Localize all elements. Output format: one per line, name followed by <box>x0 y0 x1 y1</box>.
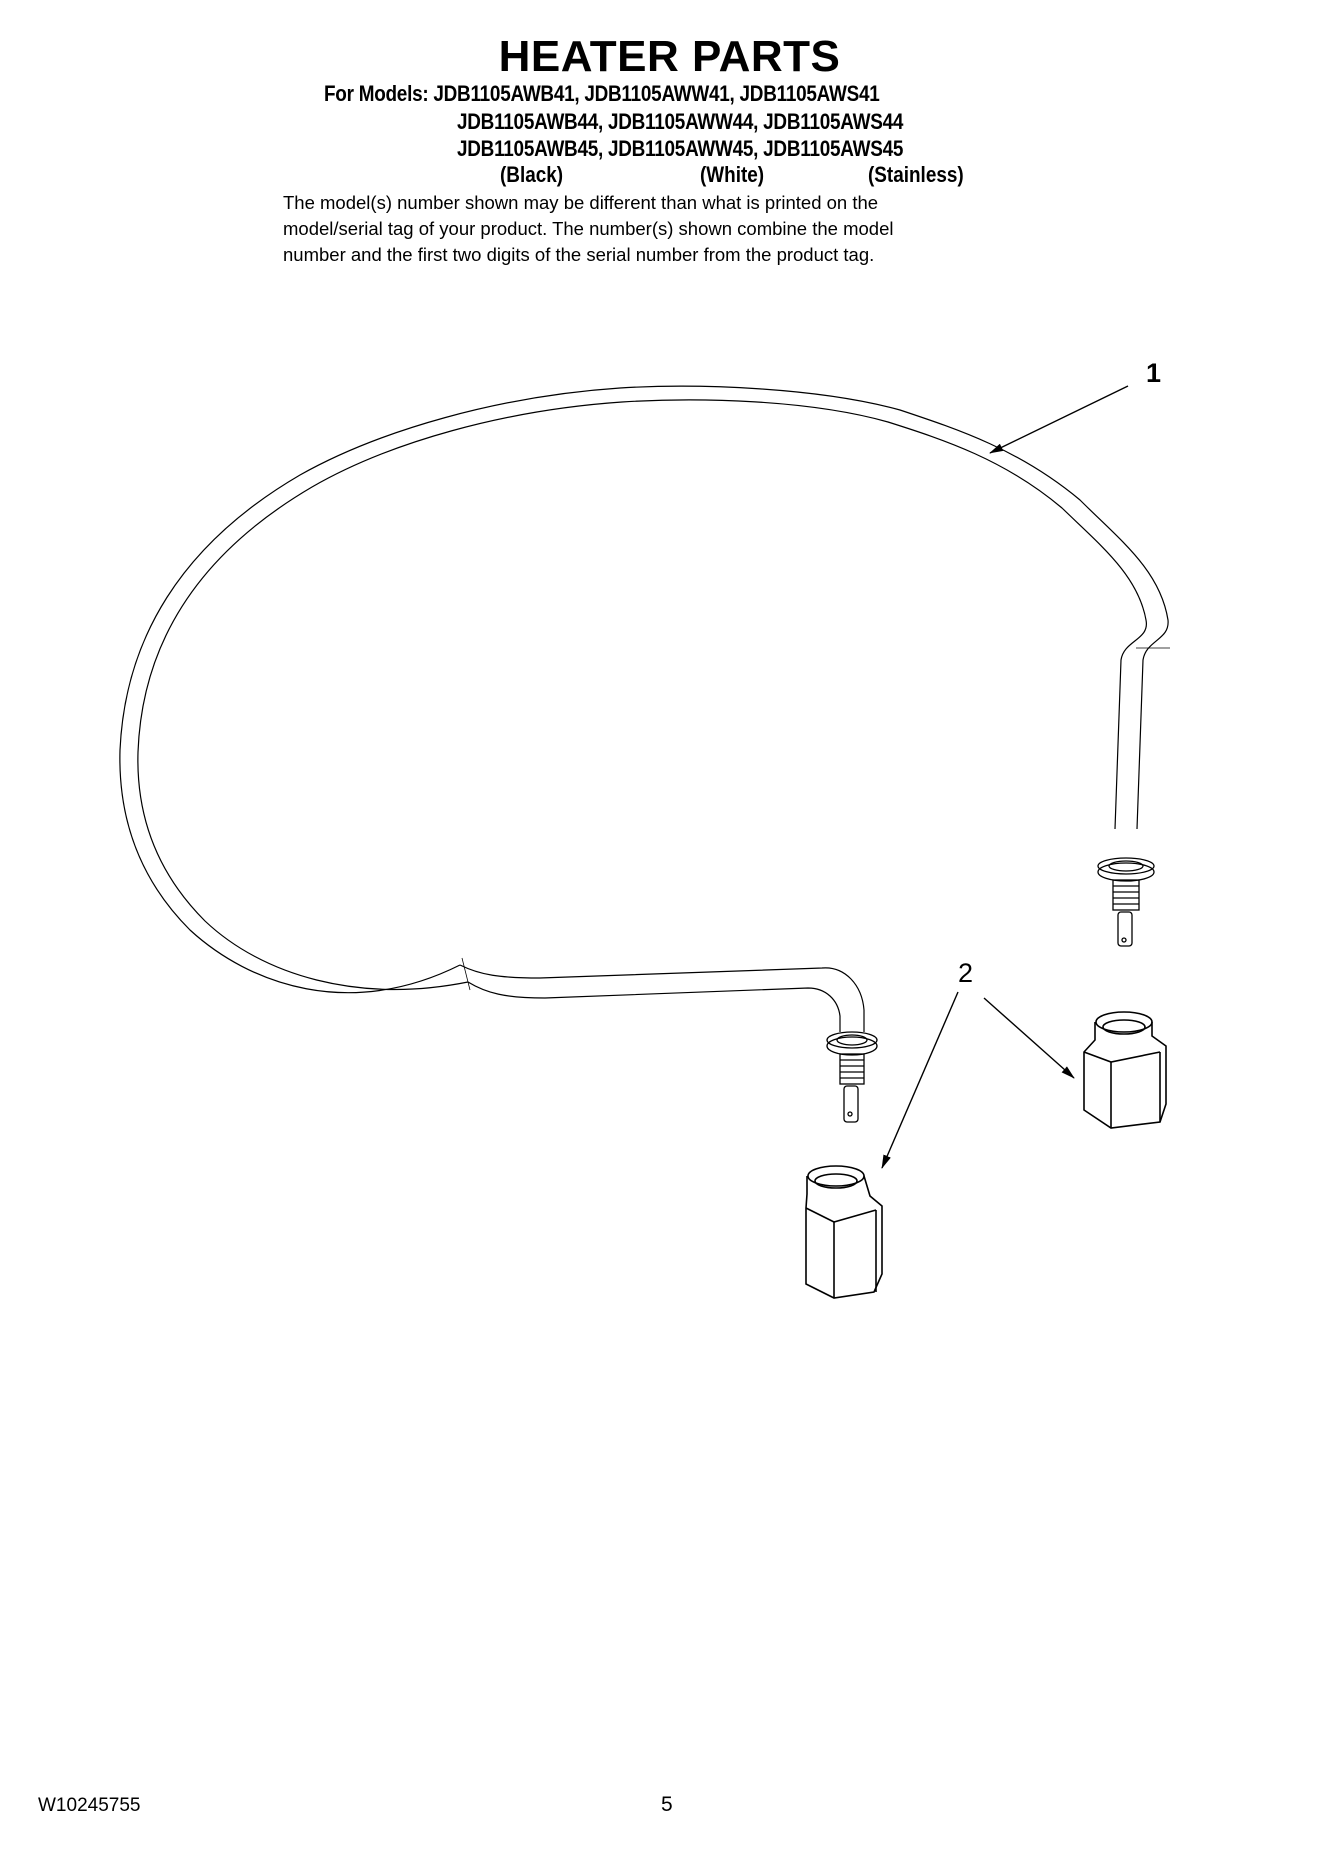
color-label-white: (White) <box>700 162 765 187</box>
models-line-1: For Models: JDB1105AWB41, JDB1105AWW41, JDB1105AWS41 <box>324 81 880 106</box>
page-number: 5 <box>661 1793 673 1816</box>
models-line-2: JDB1105AWB44, JDB1105AWW44, JDB1105AWS44 <box>457 109 904 134</box>
color-label-black: (Black) <box>500 162 564 187</box>
page-title: HEATER PARTS <box>498 32 841 81</box>
disclaimer-line-2: model/serial tag of your product. The number(s) shown combine the model <box>283 218 894 239</box>
heater-nut-icon <box>1084 1012 1166 1128</box>
heater-element-icon <box>120 386 1170 1032</box>
document-number: W10245755 <box>38 1795 141 1816</box>
callout-arrows <box>882 386 1128 1168</box>
right-terminal-icon <box>1098 858 1154 946</box>
callout-2: 2 <box>958 958 974 988</box>
callout-1: 1 <box>1146 358 1162 388</box>
arrow-to-left-nut-icon <box>882 992 958 1168</box>
left-terminal-icon <box>827 1032 877 1122</box>
disclaimer-line-3: number and the first two digits of the serial number from the product tag. <box>283 244 875 265</box>
heater-nut-icon <box>806 1166 882 1298</box>
arrow-to-right-nut-icon <box>984 998 1074 1078</box>
disclaimer-line-1: The model(s) number shown may be different than what is printed on the <box>283 192 879 213</box>
arrow-to-part-1-icon <box>990 386 1128 453</box>
color-label-stainless: (Stainless) <box>868 162 964 187</box>
models-line-3: JDB1105AWB45, JDB1105AWW45, JDB1105AWS45 <box>457 136 904 161</box>
